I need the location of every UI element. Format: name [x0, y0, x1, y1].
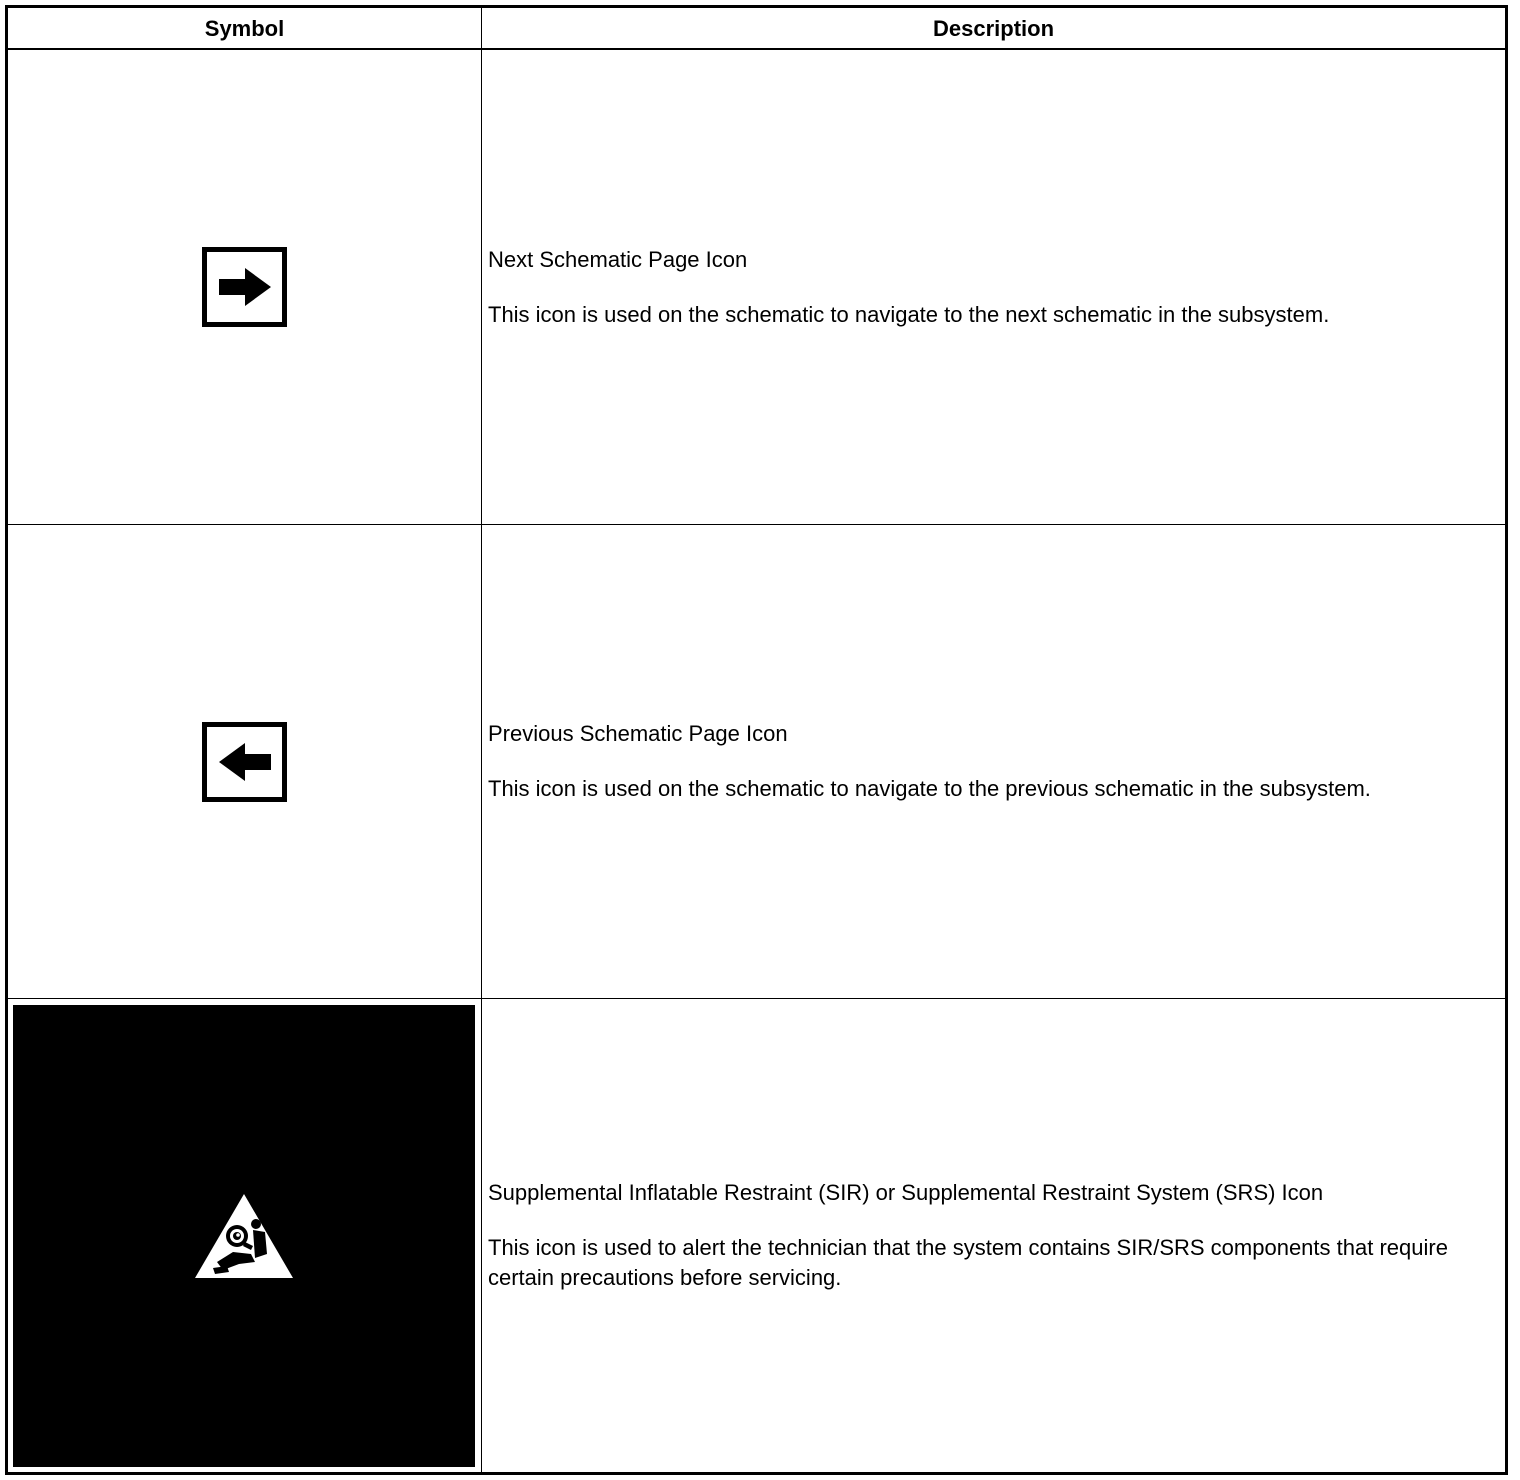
table-row — [8, 50, 1505, 524]
table-header-row — [8, 8, 1505, 50]
next-arrow-icon — [202, 247, 287, 327]
header-symbol: Symbol — [204, 16, 285, 41]
description-body: This icon is used on the schematic to navigate to the next schematic in the subsystem. — [488, 301, 1330, 327]
symbol-description-table — [5, 5, 1508, 1475]
symbol-cell — [8, 50, 481, 524]
symbol-cell — [8, 999, 481, 1472]
description-title: Previous Schematic Page Icon — [488, 721, 788, 746]
symbol-cell — [8, 525, 481, 998]
description-title: Next Schematic Page Icon — [488, 246, 748, 272]
description-cell — [482, 525, 1505, 998]
description-body: This icon is used to alert the technician that the system contains SIR/SRS components that require certain precautions before servicing. — [488, 1235, 1448, 1290]
header-description: Description — [932, 16, 1055, 41]
sir-srs-warning-icon — [13, 1005, 475, 1467]
table-row — [8, 525, 1505, 998]
description-body: This icon is used on the schematic to navigate to the previous schematic in the subsystem. — [488, 776, 1371, 801]
description-cell — [482, 50, 1505, 524]
description-cell — [482, 999, 1505, 1472]
table-row — [8, 999, 1505, 1472]
description-title: Supplemental Inflatable Restraint (SIR) or Supplemental Restraint System (SRS) Icon — [488, 1180, 1324, 1205]
previous-arrow-icon — [202, 722, 287, 802]
